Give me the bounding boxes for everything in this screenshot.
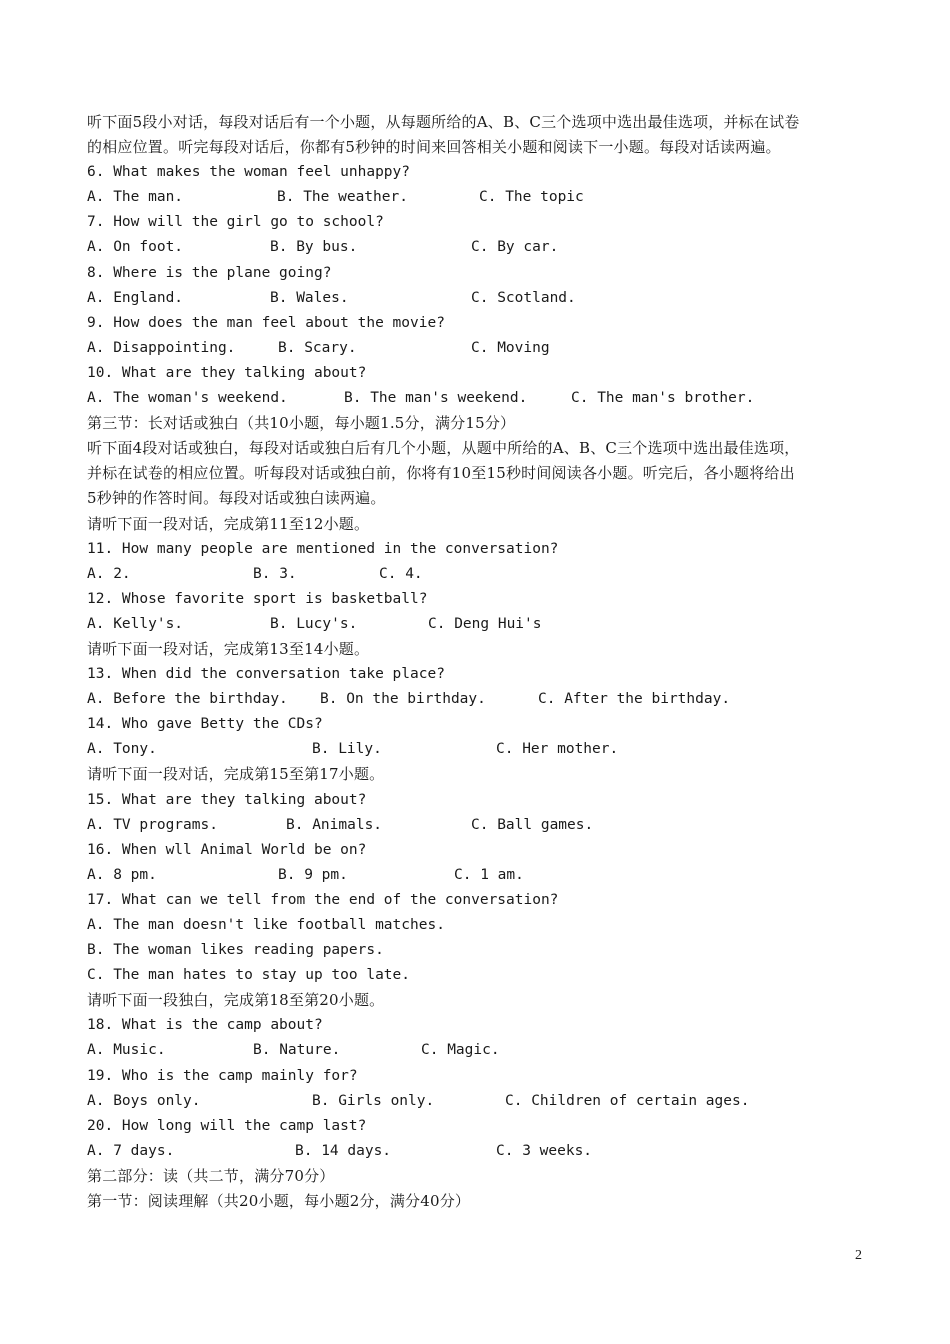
question-10: 10. What are they talking about? — [87, 364, 367, 381]
option-b: B. 9 pm. — [278, 866, 348, 883]
question-17-option-b: B. The woman likes reading papers. — [87, 942, 384, 959]
option-b: B. Animals. — [286, 816, 383, 833]
section-3-line-1: 听下面4段对话或独白，每段对话或独白后有几个小题，从题中所给的A、B、C三个选项中选出最佳选项， — [87, 439, 800, 458]
page-content — [87, 110, 867, 1214]
question-12: 12. Whose favorite sport is basketball? — [87, 590, 428, 607]
option-a: A. Kelly's. — [87, 615, 184, 632]
option-a: A. Music. — [87, 1042, 166, 1059]
question-17-option-c: C. The man hates to stay up too late. — [87, 967, 411, 984]
intro-line-2: 的相应位置。听完每段对话后，你都有5秒钟的时间来回答相关小题和阅读下一小题。每段对话读两遍。 — [87, 138, 781, 157]
question-19: 19. Who is the camp mainly for? — [87, 1067, 358, 1084]
option-b: B. Scary. — [278, 339, 357, 356]
question-13: 13. When did the conversation take place? — [87, 666, 445, 683]
instruction-15-17: 请听下面一段对话，完成第15至第17小题。 — [87, 765, 385, 784]
option-a: A. Before the birthday. — [87, 691, 288, 708]
option-a: A. Tony. — [87, 741, 157, 758]
option-a: A. TV programs. — [87, 816, 218, 833]
question-9: 9. How does the man feel about the movie? — [87, 314, 445, 331]
question-13-options — [87, 687, 867, 712]
option-b: B. 3. — [253, 565, 297, 582]
instruction-11-12: 请听下面一段对话，完成第11至12小题。 — [87, 514, 370, 533]
option-b: B. The man's weekend. — [344, 390, 528, 407]
option-c: C. 3 weeks. — [496, 1142, 593, 1159]
question-9-options — [87, 336, 867, 361]
option-c: C. Children of certain ages. — [505, 1092, 750, 1109]
question-16-options — [87, 863, 867, 888]
question-17-option-a: A. The man doesn't like football matches. — [87, 917, 445, 933]
option-a: A. The man. — [87, 189, 184, 206]
option-c: C. By car. — [471, 239, 559, 256]
question-20-options — [87, 1139, 867, 1164]
option-a: A. Disappointing. — [87, 339, 236, 356]
question-16: 16. When wll Animal World be on? — [87, 841, 367, 858]
option-c: C. Deng Hui's — [428, 615, 542, 632]
option-b: B. The weather. — [277, 189, 408, 206]
option-c: C. Her mother. — [496, 741, 619, 758]
question-8-options — [87, 286, 867, 311]
question-17: 17. What can we tell from the end of the conversation? — [87, 891, 559, 908]
question-11: 11. How many people are mentioned in the conversation? — [87, 540, 559, 557]
question-18-options — [87, 1038, 867, 1063]
section-3-line-2: 并标在试卷的相应位置。听每段对话或独白前，你将有10至15秒时间阅读各小题。听完后，各小题将给出 — [87, 464, 795, 483]
question-18: 18. What is the camp about? — [87, 1017, 323, 1034]
option-b: B. By bus. — [270, 239, 358, 256]
page-number: 2 — [855, 1248, 862, 1263]
question-15: 15. What are they talking about? — [87, 791, 367, 808]
question-8: 8. Where is the plane going? — [87, 264, 332, 281]
question-15-options — [87, 813, 867, 838]
question-19-options — [87, 1089, 867, 1114]
part-2-section-1-title: 第一节：阅读理解（共20小题，每小题2分，满分40分） — [87, 1192, 471, 1211]
instruction-18-20: 请听下面一段独白，完成第18至第20小题。 — [87, 991, 385, 1010]
option-a: A. 2. — [87, 565, 131, 582]
option-b: B. Nature. — [253, 1042, 341, 1059]
option-c: C. 1 am. — [454, 866, 524, 883]
option-a: A. 8 pm. — [87, 866, 157, 883]
option-c: C. The topic — [479, 189, 584, 206]
section-3-title: 第三节：长对话或独白（共10小题，每小题1.5分，满分15分） — [87, 414, 516, 433]
question-7: 7. How will the girl go to school? — [87, 214, 384, 231]
option-b: B. Girls only. — [312, 1092, 435, 1109]
option-c: C. After the birthday. — [538, 691, 731, 708]
option-a: A. On foot. — [87, 239, 184, 256]
instruction-13-14: 请听下面一段对话，完成第13至14小题。 — [87, 639, 370, 658]
question-11-options — [87, 562, 867, 587]
question-14-options — [87, 737, 867, 762]
question-6: 6. What makes the woman feel unhappy? — [87, 164, 411, 181]
option-a: A. The woman's weekend. — [87, 390, 288, 407]
option-a: A. Boys only. — [87, 1092, 201, 1109]
option-c: C. Magic. — [421, 1042, 500, 1059]
question-7-options — [87, 235, 867, 260]
option-b: B. Lucy's. — [270, 615, 358, 632]
option-c: C. Moving — [471, 339, 550, 356]
option-a: A. England. — [87, 289, 184, 306]
section-3-line-3: 5秒钟的作答时间。每段对话或独白读两遍。 — [87, 489, 386, 508]
option-c: C. Ball games. — [471, 816, 594, 833]
question-12-options — [87, 612, 867, 637]
option-c: C. The man's brother. — [571, 390, 755, 407]
part-2-title: 第二部分：读（共二节，满分70分） — [87, 1166, 335, 1185]
option-c: C. 4. — [379, 565, 423, 582]
question-10-options — [87, 386, 867, 411]
option-b: B. 14 days. — [295, 1142, 392, 1159]
question-14: 14. Who gave Betty the CDs? — [87, 716, 323, 733]
option-c: C. Scotland. — [471, 289, 576, 306]
intro-line-1: 听下面5段小对话，每段对话后有一个小题，从每题所给的A、B、C三个选项中选出最佳选项，并标在试卷 — [87, 113, 800, 131]
option-a: A. 7 days. — [87, 1142, 175, 1159]
option-b: B. Lily. — [312, 741, 382, 758]
question-6-options — [87, 185, 867, 210]
question-20: 20. How long will the camp last? — [87, 1117, 367, 1134]
option-b: B. Wales. — [270, 289, 349, 306]
option-b: B. On the birthday. — [320, 691, 486, 708]
